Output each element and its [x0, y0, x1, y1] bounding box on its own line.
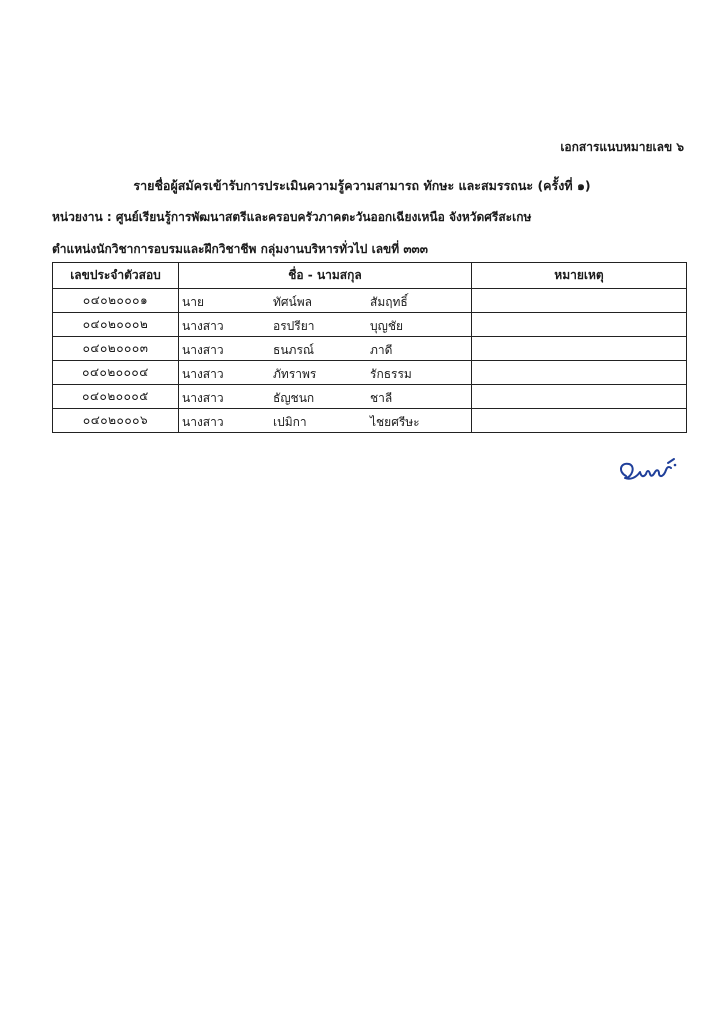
exam-id-cell: ๐๔๐๒๐๐๐๑ [53, 289, 179, 313]
name-cell [179, 385, 472, 409]
remark-cell [472, 289, 687, 313]
name-cell [179, 337, 472, 361]
name-title: นางสาว [182, 343, 224, 357]
remark-cell [472, 385, 687, 409]
document-reference: เอกสารแนบหมายเลข ๖ [560, 140, 684, 154]
last-name: ภาดี [370, 343, 393, 357]
exam-id-cell: ๐๔๐๒๐๐๐๔ [53, 361, 179, 385]
table-row [53, 385, 687, 409]
exam-id-cell: ๐๔๐๒๐๐๐๓ [53, 337, 179, 361]
name-title: นางสาว [182, 367, 224, 381]
remark-cell [472, 313, 687, 337]
last-name: บุญชัย [370, 319, 404, 333]
name-cell [179, 313, 472, 337]
header-remark: หมายเหตุ [472, 263, 687, 289]
table-row [53, 409, 687, 433]
exam-id-cell: ๐๔๐๒๐๐๐๒ [53, 313, 179, 337]
name-title: นางสาว [182, 415, 224, 429]
remark-cell [472, 361, 687, 385]
name-cell [179, 361, 472, 385]
name-cell [179, 409, 472, 433]
position-line: ตำแหน่งนักวิชาการอบรมและฝึกวิชาชีพ กลุ่มงานบริหารทั่วไป เลขที่ ๓๓๓ [52, 242, 428, 256]
exam-id-cell: ๐๔๐๒๐๐๐๕ [53, 385, 179, 409]
name-title: นาย [182, 295, 204, 309]
name-title: นางสาว [182, 391, 224, 405]
first-name: ธนภรณ์ [273, 343, 315, 357]
agency-line: หน่วยงาน : ศูนย์เรียนรู้การพัฒนาสตรีและครอบครัวภาคตะวันออกเฉียงเหนือ จังหวัดศรีสะเกษ [52, 210, 532, 224]
name-cell [179, 289, 472, 313]
candidate-table [52, 262, 687, 433]
last-name: สัมฤทธิ์ [370, 295, 408, 309]
table-header-row [53, 263, 687, 289]
table-row [53, 289, 687, 313]
last-name: ไชยศรีษะ [370, 415, 420, 429]
header-exam-id: เลขประจำตัวสอบ [53, 263, 179, 289]
name-title: นางสาว [182, 319, 224, 333]
table-row [53, 361, 687, 385]
first-name: อรปรียา [273, 319, 315, 333]
last-name: รักธรรม [370, 367, 412, 381]
remark-cell [472, 337, 687, 361]
header-name: ชื่อ - นามสกุล [179, 263, 472, 289]
exam-id-cell: ๐๔๐๒๐๐๐๖ [53, 409, 179, 433]
first-name: ภัทราพร [273, 367, 317, 381]
table-row [53, 337, 687, 361]
first-name: เปมิกา [273, 415, 307, 429]
last-name: ชาลี [370, 391, 393, 405]
remark-cell [472, 409, 687, 433]
table-row [53, 313, 687, 337]
document-title: รายชื่อผู้สมัครเข้ารับการประเมินความรู้ความสามารถ ทักษะ และสมรรถนะ (ครั้งที่ ๑) [133, 178, 591, 193]
first-name: ทัศน์พล [273, 295, 312, 309]
handwritten-signature-icon [616, 456, 680, 486]
first-name: ธัญชนก [273, 391, 315, 405]
